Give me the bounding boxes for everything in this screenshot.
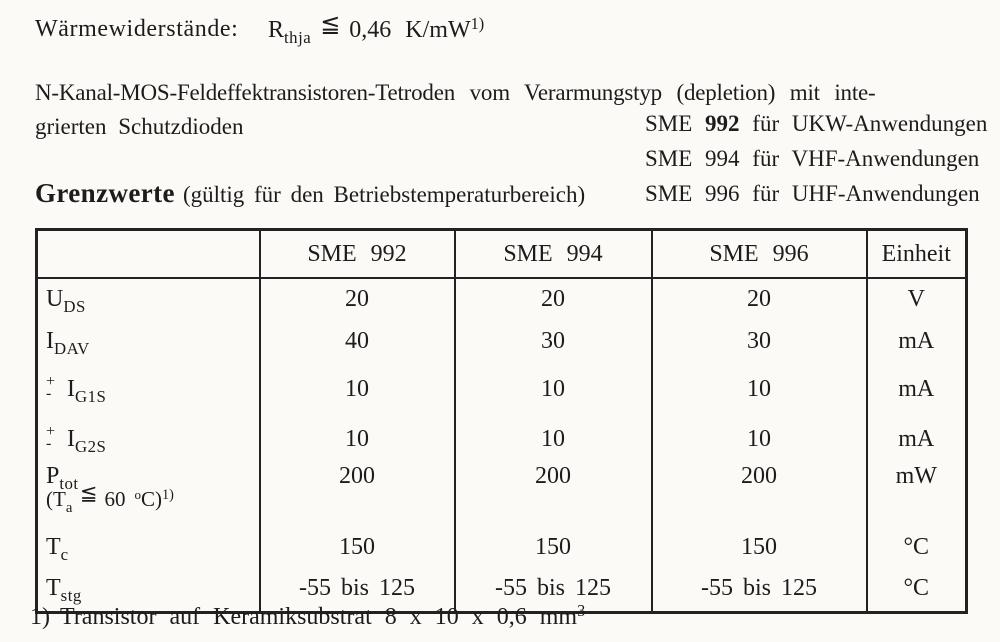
param-cell	[37, 528, 260, 566]
variant-conj: für	[752, 146, 780, 171]
value-cell: 10	[260, 362, 455, 417]
less-equal-sign: ≦	[320, 11, 341, 38]
unit-cell: mA	[867, 417, 967, 462]
table-row-idav	[37, 320, 967, 362]
description-line-2: grierten Schutzdioden	[35, 114, 244, 139]
variant-model: 994	[705, 146, 740, 171]
variant-item-sme994	[645, 146, 979, 172]
variant-conj: für	[752, 111, 780, 136]
table-header-row	[37, 230, 967, 279]
param-subscript: c	[60, 544, 69, 564]
footnote-ref: 1)	[161, 486, 174, 503]
param-symbol: I	[67, 426, 76, 452]
param-symbol: T	[46, 575, 61, 601]
degree-sign: o	[134, 486, 141, 502]
variant-application: VHF-Anwendungen	[791, 146, 980, 171]
table-row-ig2s	[37, 417, 967, 462]
value-cell: 150	[455, 528, 652, 566]
value-cell: 150	[652, 528, 867, 566]
col-header-sme996: SME 996	[652, 230, 867, 279]
value-cell: 20	[260, 278, 455, 320]
param-symbol: I	[67, 376, 76, 402]
value-cell: -55 bis 125	[652, 566, 867, 613]
param-symbol: U	[46, 286, 64, 312]
value-cell: 10	[455, 417, 652, 462]
value-cell: 150	[260, 528, 455, 566]
param-cell	[37, 278, 260, 320]
unit-cell: mW	[867, 462, 967, 528]
footnote-superscript: 3	[577, 600, 586, 620]
formula-symbol: R	[268, 17, 285, 43]
variant-series: SME	[645, 181, 693, 206]
value-cell: 40	[260, 320, 455, 362]
table-row-ig1s	[37, 362, 967, 417]
value-cell: 10	[652, 362, 867, 417]
col-header-sme994: SME 994	[455, 230, 652, 279]
param-symbol: P	[46, 463, 60, 489]
less-equal-sign: ≦	[79, 481, 98, 506]
plus-sign: +	[46, 423, 56, 441]
value-cell: 30	[652, 320, 867, 362]
footnote	[30, 600, 586, 631]
minus-sign: -	[46, 385, 52, 403]
value-cell: 10	[260, 417, 455, 462]
param-cell	[37, 417, 260, 462]
param-subscript: G2S	[75, 437, 107, 457]
condition-value: 60	[104, 487, 126, 511]
param-symbol: T	[46, 533, 61, 560]
col-header-einheit: Einheit	[867, 230, 967, 279]
variant-conj: für	[752, 181, 780, 206]
formula-subscript: thja	[284, 28, 312, 48]
value-cell: -55 bis 125	[260, 566, 455, 613]
unit-cell: °C	[867, 566, 967, 613]
param-cell	[37, 462, 260, 528]
variant-item-sme992	[645, 111, 987, 137]
thermal-resistance-formula	[268, 11, 485, 48]
param-subscript: DS	[63, 297, 86, 317]
plus-minus-sign	[46, 423, 56, 453]
value-cell: 10	[455, 362, 652, 417]
limits-heading	[35, 178, 585, 209]
col-header-sme992: SME 992	[260, 230, 455, 279]
value-cell: 200	[260, 462, 455, 528]
footnote-ref: 1)	[470, 13, 485, 33]
param-cell	[37, 362, 260, 417]
value-cell: 10	[652, 417, 867, 462]
param-subscript: G1S	[75, 387, 107, 407]
limits-title: Grenzwerte	[35, 178, 175, 208]
variant-series: SME	[645, 146, 693, 171]
value-cell: -55 bis 125	[455, 566, 652, 613]
param-subscript: tot	[59, 474, 79, 494]
table-row-ptot	[37, 462, 967, 528]
unit-cell: mA	[867, 320, 967, 362]
unit-cell: °C	[867, 528, 967, 566]
condition-open: (T	[46, 487, 66, 511]
table-row-tc	[37, 528, 967, 566]
value-cell: 200	[455, 462, 652, 528]
variant-model: 992	[705, 111, 740, 136]
plus-minus-sign	[46, 373, 56, 403]
condition-subscript: a	[65, 499, 73, 516]
variant-item-sme996	[645, 181, 980, 207]
param-subscript: stg	[60, 586, 82, 606]
formula-value: 0,46 K/mW	[349, 17, 471, 43]
minus-sign: -	[46, 435, 52, 453]
value-cell: 20	[652, 278, 867, 320]
footnote-text: Transistor auf Keramiksubstrat 8 x 10 x 0,6 mm	[60, 604, 578, 630]
thermal-resistance-label: Wärmewiderstände:	[35, 16, 239, 42]
variant-model: 996	[705, 181, 740, 206]
param-symbol: I	[46, 327, 54, 354]
limits-table	[35, 228, 968, 614]
table-row-uds	[37, 278, 967, 320]
variant-application: UKW-Anwendungen	[791, 111, 988, 136]
plus-sign: +	[46, 373, 56, 391]
condition-unit: C)	[140, 487, 162, 511]
footnote-marker: 1)	[30, 604, 50, 630]
param-symbol-line	[46, 463, 258, 494]
value-cell: 30	[455, 320, 652, 362]
variant-application: UHF-Anwendungen	[791, 181, 980, 206]
param-cell	[37, 320, 260, 362]
col-header-parameter	[37, 230, 260, 279]
value-cell: 200	[652, 462, 867, 528]
unit-cell: V	[867, 278, 967, 320]
value-cell: 20	[455, 278, 652, 320]
variant-series: SME	[645, 111, 693, 136]
limits-subtitle: (gültig für den Betriebstemperaturbereich)	[182, 182, 586, 207]
description-line-1: N-Kanal-MOS-Feldeffektransistoren-Tetroden vom Verarmungstyp (depletion) mit inte-	[35, 80, 876, 105]
unit-cell: mA	[867, 362, 967, 417]
param-subscript: DAV	[54, 338, 90, 358]
